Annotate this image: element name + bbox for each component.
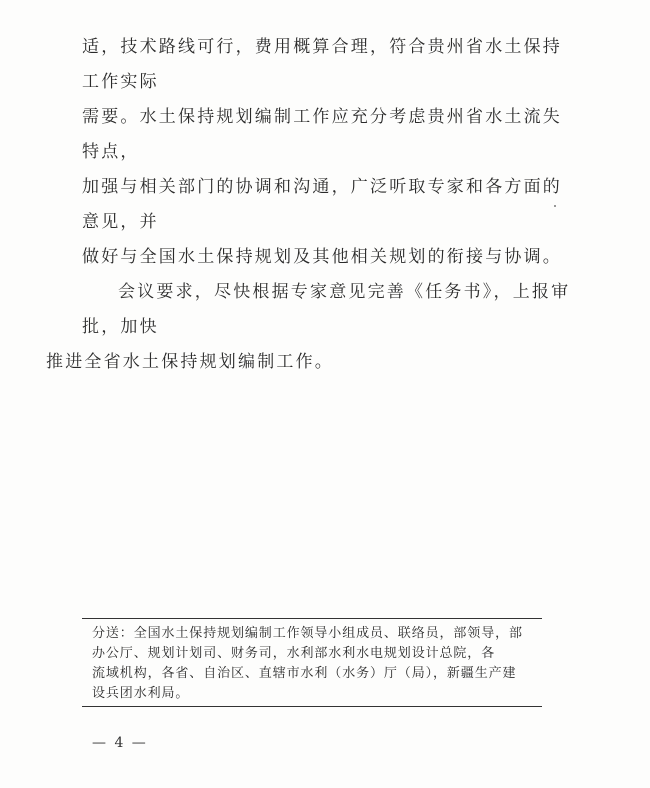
distribution-line-4: 设兵团水利局。	[92, 686, 190, 701]
page-number: — 4 —	[92, 735, 148, 751]
body-text	[46, 30, 572, 380]
paragraph-1-line-1: 适，技术路线可行，费用概算合理，符合贵州省水土保持工作实际	[82, 37, 562, 92]
paragraph-1-line-4: 做好与全国水土保持规划及其他相关规划的衔接与协调。	[82, 247, 562, 267]
scan-speck	[554, 205, 556, 207]
paragraph-2-line-1: 会议要求，尽快根据专家意见完善《任务书》，上报审批，加快	[82, 282, 571, 337]
paragraph-1-line-2: 需要。水土保持规划编制工作应充分考虑贵州省水土流失特点，	[82, 107, 562, 162]
paragraph-1	[82, 30, 572, 275]
distribution-line-3: 流域机构，各省、自治区、直辖市水利（水务）厅（局），新疆生产建	[92, 666, 517, 681]
distribution-line-1: 全国水土保持规划编制工作领导小组成员、联络员，部领导，部	[133, 626, 523, 641]
bottom-divider	[82, 706, 542, 707]
distribution-list	[92, 624, 540, 704]
paragraph-2	[46, 275, 572, 380]
distribution-label: 分送：	[92, 626, 134, 641]
top-divider	[82, 618, 542, 619]
paragraph-2-line-2: 推进全省水土保持规划编制工作。	[46, 352, 334, 372]
paragraph-1-line-3: 加强与相关部门的协调和沟通，广泛听取专家和各方面的意见，并	[82, 177, 562, 232]
distribution-line-2: 办公厅、规划计划司、财务司，水利部水利水电规划设计总院，各	[92, 646, 496, 661]
